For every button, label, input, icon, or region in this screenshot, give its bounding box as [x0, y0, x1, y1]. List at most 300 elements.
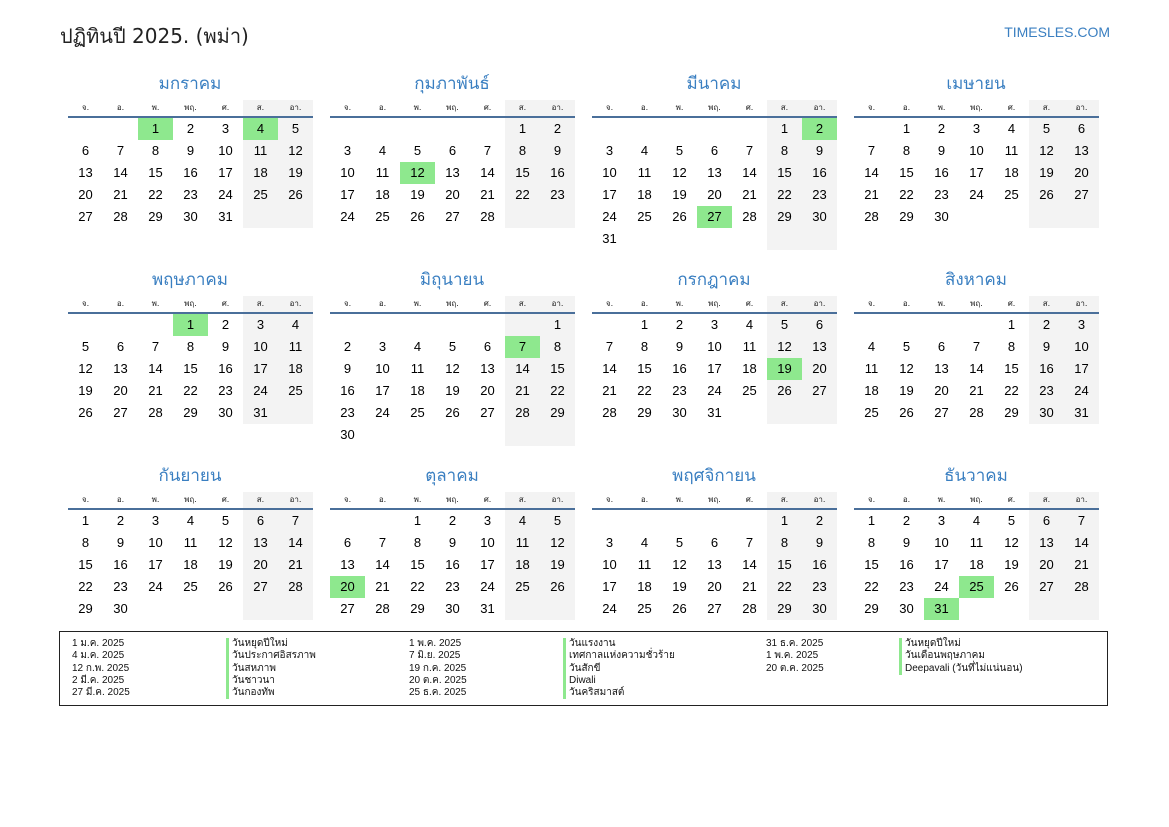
month-block [591, 264, 837, 460]
day-cell: 30 [340, 427, 355, 442]
empty-cell [138, 314, 173, 336]
day-cell: 31 [707, 405, 722, 420]
day-cell: 18 [183, 557, 198, 572]
day-cell: 29 [78, 601, 93, 616]
day-cell: 12 [218, 535, 233, 550]
weekday-label: พ. [151, 299, 160, 308]
day-cell: 3 [221, 121, 230, 136]
day-cell: 1 [640, 317, 649, 332]
empty-cell [697, 228, 732, 250]
day-cell: 16 [113, 557, 128, 572]
day-cell: 14 [602, 361, 617, 376]
holiday-day-cell: 7 [505, 336, 540, 358]
empty-cell [365, 510, 400, 532]
empty-cell [767, 228, 802, 250]
empty-cell [400, 314, 435, 336]
day-cell: 21 [969, 383, 984, 398]
day-cell: 19 [278, 162, 313, 184]
day-cell: 3 [343, 143, 352, 158]
day-cell: 6 [116, 339, 125, 354]
day-cell: 3 [605, 143, 614, 158]
weekday-label: อ. [902, 299, 911, 308]
empty-cell [505, 206, 540, 228]
day-cell: 27 [340, 601, 355, 616]
weekday-label: อา. [802, 492, 837, 508]
empty-cell [435, 424, 470, 446]
weekday-label: ศ. [745, 103, 754, 112]
day-cell: 6 [448, 143, 457, 158]
day-cell: 29 [899, 209, 914, 224]
weekday-label: อา. [278, 100, 313, 116]
day-cell: 23 [1029, 380, 1064, 402]
day-cell: 7 [867, 143, 876, 158]
month-block [329, 264, 575, 460]
day-cell: 27 [934, 405, 949, 420]
day-cell: 3 [937, 513, 946, 528]
weekday-label: พฤ. [970, 299, 983, 308]
weekday-label: จ. [605, 299, 614, 308]
day-cell: 12 [672, 557, 687, 572]
weekday-label: พ. [937, 103, 946, 112]
month-name: มิถุนายน [419, 270, 485, 290]
day-cell: 17 [602, 579, 617, 594]
day-cell: 12 [1004, 535, 1019, 550]
empty-cell [103, 118, 138, 140]
weekday-header [854, 296, 1099, 314]
day-cell: 29 [864, 601, 879, 616]
day-cell: 30 [802, 206, 837, 228]
day-cell: 14 [480, 165, 495, 180]
day-cell: 28 [742, 209, 757, 224]
day-cell: 5 [448, 339, 457, 354]
day-cell: 11 [864, 361, 879, 376]
day-cell: 13 [78, 165, 93, 180]
day-cell: 10 [602, 557, 617, 572]
day-cell: 27 [113, 405, 128, 420]
day-cell: 23 [934, 187, 949, 202]
day-cell: 24 [218, 187, 233, 202]
day-cell: 19 [540, 554, 575, 576]
weekday-label: จ. [81, 299, 90, 308]
day-cell: 28 [969, 405, 984, 420]
day-cell: 8 [767, 140, 802, 162]
month-name: กรกฎาคม [677, 270, 751, 290]
day-cell: 9 [540, 140, 575, 162]
day-cell: 26 [540, 576, 575, 598]
day-cell: 17 [218, 165, 233, 180]
month-name: กันยายน [158, 466, 222, 486]
day-cell: 22 [540, 380, 575, 402]
weekday-label: ศ. [745, 495, 754, 504]
day-cell: 8 [902, 143, 911, 158]
empty-cell [994, 598, 1029, 620]
weekday-label: ศ. [221, 495, 230, 504]
day-cell: 26 [1004, 579, 1019, 594]
day-cell: 16 [340, 383, 355, 398]
day-cell: 22 [637, 383, 652, 398]
weekday-label: จ. [343, 103, 352, 112]
day-cell: 10 [375, 361, 390, 376]
day-cell: 13 [480, 361, 495, 376]
weekday-header [592, 492, 837, 510]
day-cell: 20 [707, 579, 722, 594]
day-cell: 20 [78, 187, 93, 202]
day-cell: 14 [742, 557, 757, 572]
day-cell: 14 [1064, 532, 1099, 554]
weekday-label: ส. [243, 100, 278, 116]
day-cell: 4 [972, 513, 981, 528]
empty-cell [470, 424, 505, 446]
day-cell: 5 [767, 314, 802, 336]
day-cell: 30 [183, 209, 198, 224]
holiday-name: วันสักขี [563, 663, 675, 675]
day-cell: 29 [767, 206, 802, 228]
empty-cell [68, 118, 103, 140]
holiday-date: 7 มิ.ย. 2025 [409, 650, 461, 662]
day-grid [854, 314, 1099, 424]
empty-cell [802, 228, 837, 250]
holiday-date: 31 ธ.ค. 2025 [766, 638, 824, 649]
day-cell: 21 [113, 187, 128, 202]
holiday-name: วันกองทัพ [226, 687, 316, 699]
empty-cell [505, 314, 540, 336]
day-cell: 19 [410, 187, 425, 202]
day-cell: 24 [148, 579, 163, 594]
empty-cell [662, 118, 697, 140]
day-cell: 28 [480, 209, 495, 224]
day-cell: 15 [78, 557, 93, 572]
day-cell: 7 [378, 535, 387, 550]
day-grid [330, 118, 575, 228]
weekday-label: อ. [116, 299, 125, 308]
holiday-day-cell: 4 [243, 118, 278, 140]
day-cell: 2 [343, 339, 352, 354]
day-cell: 2 [937, 121, 946, 136]
holiday-names-column [899, 638, 1023, 675]
day-cell: 12 [445, 361, 460, 376]
weekday-header [592, 100, 837, 118]
weekday-label: อา. [1064, 100, 1099, 116]
day-cell: 16 [899, 557, 914, 572]
holiday-name: Deepavali (วันที่ไม่แน่นอน) [899, 663, 1023, 675]
day-cell: 1 [505, 118, 540, 140]
day-cell: 26 [445, 405, 460, 420]
day-cell: 3 [1064, 314, 1099, 336]
empty-cell [365, 118, 400, 140]
empty-cell [540, 206, 575, 228]
day-cell: 7 [278, 510, 313, 532]
weekday-label: จ. [867, 495, 876, 504]
day-cell: 27 [802, 380, 837, 402]
weekday-label: พ. [413, 495, 422, 504]
day-cell: 28 [148, 405, 163, 420]
day-grid [854, 118, 1099, 228]
day-cell: 11 [969, 535, 984, 550]
holiday-day-cell: 20 [330, 576, 365, 598]
holiday-name: วันเดือนพฤษภาคม [899, 650, 1023, 662]
weekday-header [68, 100, 313, 118]
day-cell: 10 [1064, 336, 1099, 358]
month-block [67, 460, 313, 656]
month-name: พฤศจิกายน [672, 466, 756, 486]
day-grid [854, 510, 1099, 620]
day-cell: 7 [745, 143, 754, 158]
empty-cell [1029, 598, 1064, 620]
weekday-label: ส. [1029, 296, 1064, 312]
day-cell: 5 [1029, 118, 1064, 140]
day-grid [68, 314, 313, 424]
month-block [67, 68, 313, 264]
day-cell: 30 [802, 598, 837, 620]
day-cell: 8 [867, 535, 876, 550]
day-cell: 4 [640, 535, 649, 550]
day-cell: 19 [672, 187, 687, 202]
day-cell: 23 [802, 576, 837, 598]
day-cell: 17 [707, 361, 722, 376]
day-cell: 30 [445, 601, 460, 616]
weekday-label: อ. [902, 495, 911, 504]
day-cell: 13 [934, 361, 949, 376]
holiday-day-cell: 12 [400, 162, 435, 184]
day-cell: 23 [899, 579, 914, 594]
day-grid [592, 510, 837, 620]
weekday-label: จ. [81, 495, 90, 504]
day-cell: 2 [448, 513, 457, 528]
day-cell: 7 [151, 339, 160, 354]
day-cell: 17 [375, 383, 390, 398]
day-cell: 5 [902, 339, 911, 354]
day-cell: 18 [742, 361, 757, 376]
day-cell: 17 [1064, 358, 1099, 380]
day-cell: 11 [505, 532, 540, 554]
day-cell: 21 [742, 579, 757, 594]
day-cell: 6 [802, 314, 837, 336]
day-cell: 15 [183, 361, 198, 376]
month-name: สิงหาคม [944, 270, 1007, 290]
empty-cell [1064, 206, 1099, 228]
day-cell: 17 [480, 557, 495, 572]
weekday-label: พ. [413, 103, 422, 112]
month-block [329, 68, 575, 264]
empty-cell [627, 510, 662, 532]
day-cell: 12 [899, 361, 914, 376]
holiday-name: วันแรงงาน [563, 638, 675, 650]
holiday-day-cell: 19 [767, 358, 802, 380]
day-cell: 23 [183, 187, 198, 202]
day-cell: 22 [767, 576, 802, 598]
day-cell: 9 [802, 532, 837, 554]
day-cell: 21 [505, 380, 540, 402]
day-cell: 2 [1029, 314, 1064, 336]
weekday-label: พ. [675, 103, 684, 112]
holiday-name: วันสหภาพ [226, 663, 316, 675]
empty-cell [627, 118, 662, 140]
day-cell: 10 [243, 336, 278, 358]
holiday-names-column [226, 638, 316, 699]
day-cell: 17 [243, 358, 278, 380]
day-cell: 10 [480, 535, 495, 550]
day-cell: 18 [969, 557, 984, 572]
holiday-date: 1 พ.ค. 2025 [766, 650, 819, 662]
weekday-label: อ. [640, 299, 649, 308]
day-cell: 11 [742, 339, 757, 354]
day-cell: 6 [343, 535, 352, 550]
day-cell: 15 [899, 165, 914, 180]
empty-cell [330, 510, 365, 532]
day-cell: 20 [934, 383, 949, 398]
day-cell: 14 [742, 165, 757, 180]
empty-cell [662, 228, 697, 250]
day-cell: 24 [375, 405, 390, 420]
day-cell: 27 [1064, 184, 1099, 206]
day-cell: 13 [340, 557, 355, 572]
weekday-label: ส. [1029, 100, 1064, 116]
day-cell: 16 [445, 557, 460, 572]
holiday-dates-column [409, 638, 467, 699]
day-cell: 12 [540, 532, 575, 554]
day-cell: 22 [78, 579, 93, 594]
day-cell: 29 [767, 598, 802, 620]
day-cell: 15 [540, 358, 575, 380]
holiday-day-cell: 1 [173, 314, 208, 336]
day-cell: 1 [867, 513, 876, 528]
day-cell: 7 [1064, 510, 1099, 532]
empty-cell [959, 598, 994, 620]
weekday-label: จ. [81, 103, 90, 112]
day-cell: 28 [864, 209, 879, 224]
day-cell: 5 [221, 513, 230, 528]
holiday-day-cell: 1 [138, 118, 173, 140]
empty-cell [802, 402, 837, 424]
day-cell: 18 [278, 358, 313, 380]
empty-cell [435, 118, 470, 140]
day-cell: 28 [113, 209, 128, 224]
day-cell: 13 [113, 361, 128, 376]
day-cell: 28 [505, 402, 540, 424]
day-cell: 27 [445, 209, 460, 224]
day-cell: 19 [1029, 162, 1064, 184]
day-cell: 7 [483, 143, 492, 158]
empty-cell [994, 206, 1029, 228]
day-cell: 9 [1029, 336, 1064, 358]
empty-cell [592, 118, 627, 140]
day-cell: 4 [378, 143, 387, 158]
day-cell: 4 [1007, 121, 1016, 136]
day-cell: 27 [78, 209, 93, 224]
holiday-date: 1 ม.ค. 2025 [72, 638, 125, 649]
weekday-label: อ. [378, 103, 387, 112]
day-cell: 12 [278, 140, 313, 162]
day-cell: 13 [802, 336, 837, 358]
day-cell: 15 [1004, 361, 1019, 376]
day-cell: 20 [480, 383, 495, 398]
weekday-label: อา. [802, 296, 837, 312]
day-cell: 10 [934, 535, 949, 550]
empty-cell [470, 314, 505, 336]
page-title: ปฏิทินปี 2025. (พม่า) [60, 24, 249, 48]
weekday-label: ศ. [221, 299, 230, 308]
day-cell: 29 [148, 209, 163, 224]
day-cell: 25 [637, 601, 652, 616]
day-cell: 9 [802, 140, 837, 162]
day-cell: 17 [602, 187, 617, 202]
holiday-name: วันประกาศอิสรภาพ [226, 650, 316, 662]
day-cell: 13 [445, 165, 460, 180]
day-cell: 19 [78, 383, 93, 398]
weekday-label: ศ. [1007, 299, 1016, 308]
day-cell: 11 [243, 140, 278, 162]
day-cell: 12 [1029, 140, 1064, 162]
day-cell: 25 [375, 209, 390, 224]
day-cell: 8 [81, 535, 90, 550]
weekday-label: จ. [343, 299, 352, 308]
day-cell: 22 [183, 383, 198, 398]
day-cell: 9 [116, 535, 125, 550]
day-cell: 12 [767, 336, 802, 358]
empty-cell [505, 598, 540, 620]
day-cell: 9 [343, 361, 352, 376]
year-calendar [67, 68, 1103, 624]
day-cell: 26 [278, 184, 313, 206]
day-cell: 4 [505, 510, 540, 532]
day-cell: 9 [448, 535, 457, 550]
weekday-label: อ. [378, 495, 387, 504]
day-cell: 26 [218, 579, 233, 594]
day-cell: 29 [540, 402, 575, 424]
day-cell: 11 [183, 535, 198, 550]
day-cell: 21 [742, 187, 757, 202]
day-cell: 18 [637, 187, 652, 202]
holiday-name: วันชาวนา [226, 675, 316, 687]
day-cell: 12 [78, 361, 93, 376]
day-cell: 21 [148, 383, 163, 398]
day-cell: 18 [1004, 165, 1019, 180]
day-cell: 8 [186, 339, 195, 354]
weekday-label: พฤ. [708, 299, 721, 308]
day-grid [592, 118, 837, 250]
day-cell: 31 [243, 402, 278, 424]
holiday-name: วันหยุดปีใหม่ [226, 638, 316, 650]
day-cell: 16 [934, 165, 949, 180]
day-cell: 3 [378, 339, 387, 354]
day-cell: 29 [183, 405, 198, 420]
holiday-dates-column [72, 638, 130, 699]
day-cell: 14 [148, 361, 163, 376]
day-cell: 11 [375, 165, 390, 180]
weekday-label: ส. [505, 100, 540, 116]
day-cell: 8 [540, 336, 575, 358]
holiday-date: 1 พ.ค. 2025 [409, 638, 462, 649]
day-cell: 1 [1007, 317, 1016, 332]
weekday-label: พ. [675, 299, 684, 308]
brand-link[interactable]: TIMESLES.COM [1004, 24, 1110, 40]
weekday-label: พ. [151, 495, 160, 504]
day-cell: 25 [637, 209, 652, 224]
day-cell: 15 [505, 162, 540, 184]
holiday-day-cell: 27 [697, 206, 732, 228]
day-cell: 17 [340, 187, 355, 202]
day-cell: 31 [480, 601, 495, 616]
month-block [853, 264, 1099, 460]
empty-cell [278, 206, 313, 228]
day-cell: 3 [243, 314, 278, 336]
day-grid [330, 510, 575, 620]
day-cell: 2 [675, 317, 684, 332]
holiday-name: เทศกาลแห่งความชั่วร้าย [563, 650, 675, 662]
day-cell: 3 [605, 535, 614, 550]
day-cell: 5 [413, 143, 422, 158]
day-cell: 28 [1064, 576, 1099, 598]
